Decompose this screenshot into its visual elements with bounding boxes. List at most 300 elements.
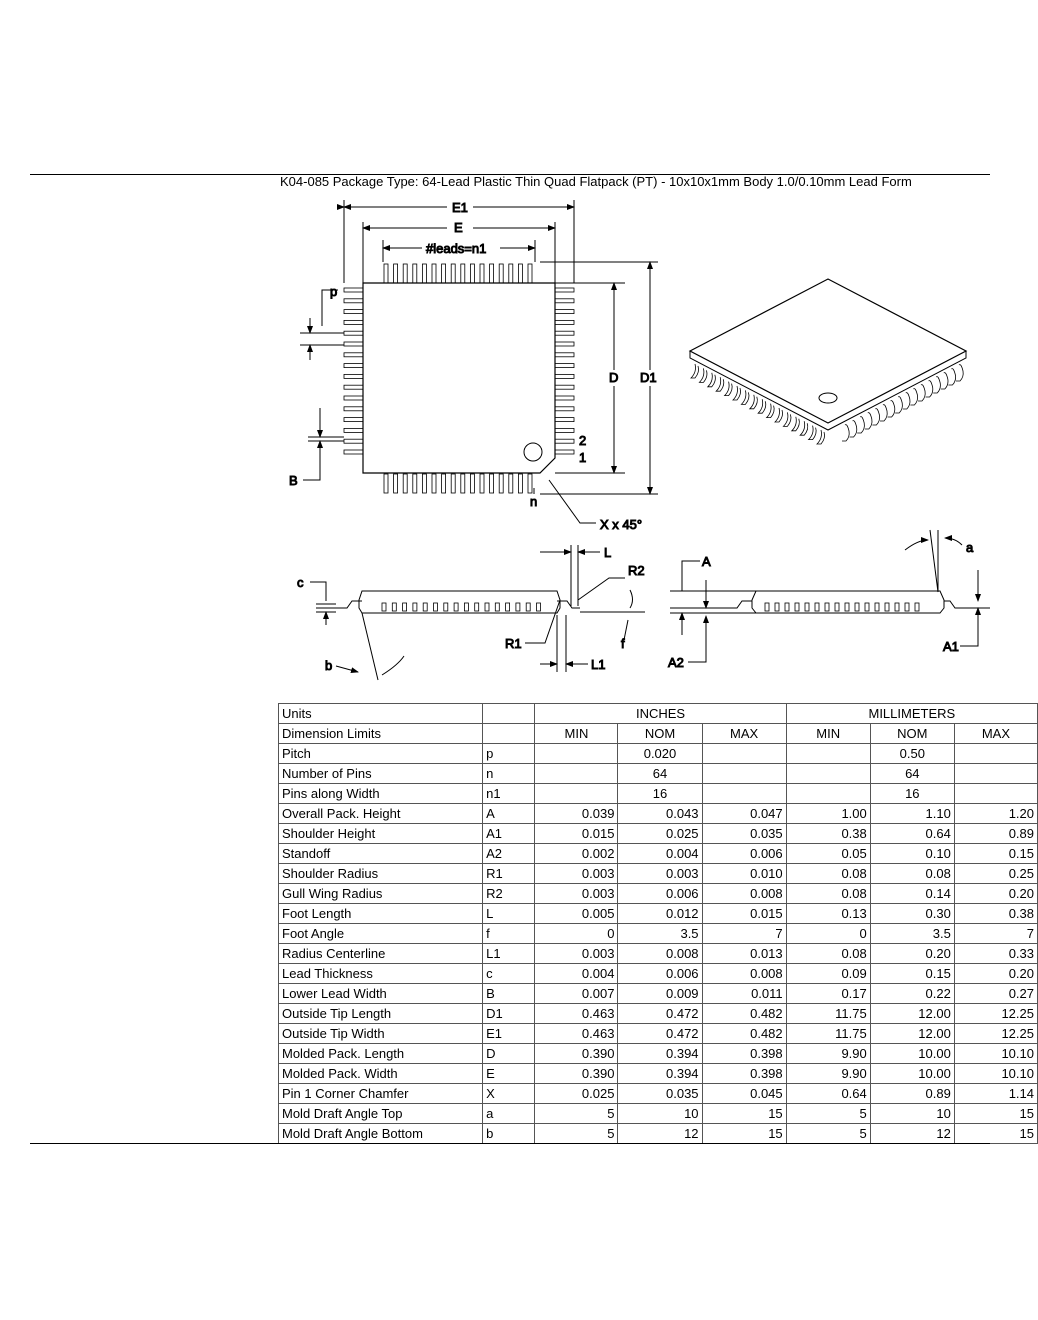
value-mm-max: 10.10 xyxy=(954,1044,1037,1064)
value-mm-nom: 0.64 xyxy=(870,824,954,844)
pin xyxy=(461,264,465,283)
value-in-max: 0.006 xyxy=(702,844,786,864)
value-mm-max: 0.25 xyxy=(954,864,1037,884)
pin xyxy=(506,603,510,611)
value-in-max: 0.035 xyxy=(702,824,786,844)
pin xyxy=(795,603,799,611)
pin xyxy=(875,603,879,611)
label-chamfer: X x 45° xyxy=(600,517,643,532)
pin xyxy=(344,439,363,443)
pin xyxy=(555,407,574,411)
label-two: 2 xyxy=(579,433,587,448)
value-mm-max xyxy=(954,744,1037,764)
dimension-name: Number of Pins xyxy=(279,764,483,784)
value-mm-min: 11.75 xyxy=(786,1004,870,1024)
table-row xyxy=(279,744,1038,764)
pin xyxy=(835,603,839,611)
iso-lead xyxy=(850,421,857,437)
label-leads: #leads=n1 xyxy=(426,241,487,256)
pin xyxy=(344,396,363,400)
pin xyxy=(518,264,522,283)
dimension-symbol: A2 xyxy=(483,844,535,864)
pin xyxy=(785,603,789,611)
iso-lead xyxy=(872,409,879,425)
value-mm-max xyxy=(954,764,1037,784)
value-in-max: 15 xyxy=(702,1124,786,1144)
pin xyxy=(413,264,417,283)
pin xyxy=(461,474,465,493)
table-row xyxy=(279,1084,1038,1104)
pin xyxy=(895,603,899,611)
value-mm-nom: 0.14 xyxy=(870,884,954,904)
label-l1: L1 xyxy=(591,657,606,672)
iso-lead xyxy=(926,381,933,397)
label-l: L xyxy=(604,545,612,560)
dimension-name: Mold Draft Angle Bottom xyxy=(279,1124,483,1144)
value-in-min: 0 xyxy=(535,924,618,944)
pin xyxy=(555,288,574,292)
in-min-header: MIN xyxy=(535,724,618,744)
value-in-min: 0.005 xyxy=(535,904,618,924)
units-label: Units xyxy=(279,704,483,724)
iso-lead xyxy=(842,425,849,441)
iso-lead xyxy=(865,413,872,429)
value-in-min: 0.463 xyxy=(535,1024,618,1044)
value-in-max: 0.010 xyxy=(702,864,786,884)
value-mm-min: 0 xyxy=(786,924,870,944)
pin xyxy=(344,320,363,324)
table-row xyxy=(279,1064,1038,1084)
label-p: p xyxy=(330,284,338,299)
value-in-nom: 0.394 xyxy=(618,1064,702,1084)
pin xyxy=(905,603,909,611)
pin xyxy=(432,474,436,493)
iso-lead xyxy=(880,405,887,421)
pin xyxy=(855,603,859,611)
value-in-max: 0.047 xyxy=(702,804,786,824)
dimension-symbol: R1 xyxy=(483,864,535,884)
pin xyxy=(344,288,363,292)
pin xyxy=(865,603,869,611)
value-in-nom: 0.009 xyxy=(618,984,702,1004)
value-mm-max: 0.15 xyxy=(954,844,1037,864)
pin xyxy=(490,264,494,283)
value-mm-nom: 12.00 xyxy=(870,1004,954,1024)
pin xyxy=(344,364,363,368)
value-in-max: 0.045 xyxy=(702,1084,786,1104)
value-in-nom: 12 xyxy=(618,1124,702,1144)
label-n: n xyxy=(530,494,538,509)
value-in-max: 15 xyxy=(702,1104,786,1124)
table-row xyxy=(279,844,1038,864)
iso-lead xyxy=(775,408,783,422)
pin xyxy=(422,264,426,283)
pin xyxy=(344,310,363,314)
table-row xyxy=(279,1024,1038,1044)
pin xyxy=(528,264,532,283)
dimension-name: Overall Pack. Height xyxy=(279,804,483,824)
pin xyxy=(344,374,363,378)
dimension-name: Lower Lead Width xyxy=(279,984,483,1004)
value-mm-min xyxy=(786,764,870,784)
pins-top xyxy=(384,264,532,283)
dimension-symbol: E xyxy=(483,1064,535,1084)
page-title: K04-085 Package Type: 64-Lead Plastic Thin Quad Flatpack (PT) - 10x10x1mm Body 1.0/0.10mm Lead Form xyxy=(280,174,912,189)
iso-lead xyxy=(716,377,724,391)
label-a-cap: A xyxy=(702,554,711,569)
value-mm-min: 0.38 xyxy=(786,824,870,844)
pin xyxy=(555,385,574,389)
pin xyxy=(480,264,484,283)
table-row xyxy=(279,784,1038,804)
value-mm-min: 0.64 xyxy=(786,1084,870,1104)
value-mm-min: 11.75 xyxy=(786,1024,870,1044)
dimension-name: Pins along Width xyxy=(279,784,483,804)
dimension-symbol: L1 xyxy=(483,944,535,964)
table-row xyxy=(279,884,1038,904)
value-in-max xyxy=(702,744,786,764)
pin xyxy=(422,474,426,493)
pins-right xyxy=(555,288,574,454)
iso-lead xyxy=(910,389,917,405)
pin xyxy=(384,474,388,493)
value-mm-min: 5 xyxy=(786,1124,870,1144)
value-mm-nom: 10 xyxy=(870,1104,954,1124)
value-mm-nom: 0.10 xyxy=(870,844,954,864)
value-in-nom: 0.006 xyxy=(618,884,702,904)
value-mm-min: 9.90 xyxy=(786,1064,870,1084)
pin xyxy=(555,374,574,378)
value-in-max: 0.015 xyxy=(702,904,786,924)
pin xyxy=(392,603,396,611)
table-row xyxy=(279,824,1038,844)
value-mm-min: 0.05 xyxy=(786,844,870,864)
value-mm-min: 0.13 xyxy=(786,904,870,924)
label-e1: E1 xyxy=(452,200,468,215)
dimension-symbol: B xyxy=(483,984,535,1004)
value-in-nom: 64 xyxy=(618,764,702,784)
pin xyxy=(382,603,386,611)
value-in-nom: 0.472 xyxy=(618,1024,702,1044)
pin xyxy=(344,450,363,454)
pin xyxy=(344,428,363,432)
side-view-right xyxy=(670,530,990,662)
pin xyxy=(555,299,574,303)
pin xyxy=(384,264,388,283)
pin xyxy=(815,603,819,611)
dimension-name: Gull Wing Radius xyxy=(279,884,483,904)
pin xyxy=(344,331,363,335)
value-mm-max: 1.20 xyxy=(954,804,1037,824)
label-d: D xyxy=(609,370,619,385)
value-in-min: 0.039 xyxy=(535,804,618,824)
value-mm-min: 9.90 xyxy=(786,1044,870,1064)
dimension-symbol: X xyxy=(483,1084,535,1104)
value-in-max: 0.398 xyxy=(702,1064,786,1084)
pin xyxy=(344,407,363,411)
value-mm-min xyxy=(786,784,870,804)
value-mm-nom: 3.5 xyxy=(870,924,954,944)
iso-lead xyxy=(918,385,925,401)
isometric-view xyxy=(690,279,966,444)
dimension-symbol: D1 xyxy=(483,1004,535,1024)
dimension-symbol: f xyxy=(483,924,535,944)
pin xyxy=(454,603,458,611)
dimension-symbol: A1 xyxy=(483,824,535,844)
table-row xyxy=(279,924,1038,944)
in-nom-header: NOM xyxy=(618,724,702,744)
label-c: c xyxy=(297,575,304,590)
dimension-name: Molded Pack. Width xyxy=(279,1064,483,1084)
label-r1: R1 xyxy=(505,636,522,651)
table-row xyxy=(279,1124,1038,1144)
pin xyxy=(775,603,779,611)
value-in-nom: 0.004 xyxy=(618,844,702,864)
iso-lead xyxy=(699,368,707,382)
pin xyxy=(403,264,407,283)
dimension-symbol: D xyxy=(483,1044,535,1064)
label-one: 1 xyxy=(579,450,587,465)
dimension-symbol: c xyxy=(483,964,535,984)
pin xyxy=(344,385,363,389)
iso-lead xyxy=(948,369,955,385)
pin xyxy=(480,474,484,493)
label-f: f xyxy=(621,636,625,651)
value-in-nom: 0.003 xyxy=(618,864,702,884)
pin xyxy=(555,418,574,422)
value-mm-nom: 0.30 xyxy=(870,904,954,924)
value-in-max: 0.011 xyxy=(702,984,786,1004)
value-mm-min: 0.09 xyxy=(786,964,870,984)
value-in-min: 0.003 xyxy=(535,864,618,884)
dimension-name: Lead Thickness xyxy=(279,964,483,984)
value-in-max: 0.008 xyxy=(702,964,786,984)
dimension-table-container xyxy=(278,703,1034,1144)
iso-lead xyxy=(857,417,864,433)
value-mm-max: 0.20 xyxy=(954,884,1037,904)
dimension-symbol: p xyxy=(483,744,535,764)
pin xyxy=(444,603,448,611)
table-row xyxy=(279,804,1038,824)
iso-lead xyxy=(933,377,940,393)
pin xyxy=(915,603,919,611)
value-mm-max: 10.10 xyxy=(954,1064,1037,1084)
dimension-name: Shoulder Height xyxy=(279,824,483,844)
iso-lead xyxy=(725,382,733,396)
iso-lead xyxy=(758,399,766,413)
pin xyxy=(526,603,530,611)
value-mm-min: 0.08 xyxy=(786,944,870,964)
value-mm-max: 7 xyxy=(954,924,1037,944)
pin xyxy=(470,474,474,493)
dimension-name: Mold Draft Angle Top xyxy=(279,1104,483,1124)
value-in-nom: 10 xyxy=(618,1104,702,1124)
pin xyxy=(434,603,438,611)
value-mm-max: 0.33 xyxy=(954,944,1037,964)
value-in-min: 0.015 xyxy=(535,824,618,844)
value-mm-nom: 0.20 xyxy=(870,944,954,964)
mm-nom-header: NOM xyxy=(870,724,954,744)
pin xyxy=(442,264,446,283)
iso-lead xyxy=(941,373,948,389)
pin xyxy=(403,603,407,611)
pin xyxy=(555,353,574,357)
iso-lead xyxy=(792,417,800,431)
value-mm-max: 12.25 xyxy=(954,1024,1037,1044)
value-mm-max: 0.89 xyxy=(954,824,1037,844)
value-mm-max: 15 xyxy=(954,1124,1037,1144)
value-mm-nom: 0.50 xyxy=(870,744,954,764)
value-mm-max: 1.14 xyxy=(954,1084,1037,1104)
value-in-max xyxy=(702,764,786,784)
pin xyxy=(499,264,503,283)
pin xyxy=(555,450,574,454)
dimension-table xyxy=(278,703,1038,1144)
mm-min-header: MIN xyxy=(786,724,870,744)
pin xyxy=(805,603,809,611)
value-in-nom: 0.472 xyxy=(618,1004,702,1024)
label-b-cap: B xyxy=(289,473,298,488)
pin xyxy=(555,364,574,368)
pins-left xyxy=(344,288,363,454)
pin xyxy=(555,396,574,400)
pin xyxy=(490,474,494,493)
value-in-max: 0.398 xyxy=(702,1044,786,1064)
dimension-name: Pin 1 Corner Chamfer xyxy=(279,1084,483,1104)
value-in-min: 0.007 xyxy=(535,984,618,1004)
iso-lead xyxy=(741,390,749,404)
table-row xyxy=(279,1044,1038,1064)
pin xyxy=(499,474,503,493)
value-in-nom: 0.006 xyxy=(618,964,702,984)
value-in-min: 5 xyxy=(535,1104,618,1124)
value-mm-nom: 1.10 xyxy=(870,804,954,824)
value-in-nom: 16 xyxy=(618,784,702,804)
dimension-name: Molded Pack. Length xyxy=(279,1044,483,1064)
value-mm-max: 15 xyxy=(954,1104,1037,1124)
dimension-symbol: b xyxy=(483,1124,535,1144)
value-in-min: 0.002 xyxy=(535,844,618,864)
table-header-units xyxy=(279,704,1038,724)
pin xyxy=(555,310,574,314)
value-in-nom: 0.035 xyxy=(618,1084,702,1104)
pin xyxy=(451,264,455,283)
iso-lead xyxy=(809,426,817,440)
pin xyxy=(509,264,513,283)
pin xyxy=(555,439,574,443)
iso-lead xyxy=(783,412,791,426)
table-row xyxy=(279,984,1038,1004)
pin xyxy=(344,299,363,303)
table-row xyxy=(279,964,1038,984)
value-mm-min xyxy=(786,744,870,764)
label-a1: A1 xyxy=(943,639,959,654)
value-mm-max: 0.20 xyxy=(954,964,1037,984)
pin xyxy=(516,603,520,611)
iso-lead xyxy=(691,364,699,378)
table-row xyxy=(279,864,1038,884)
pin xyxy=(495,603,499,611)
value-in-min: 0.463 xyxy=(535,1004,618,1024)
value-mm-nom: 0.22 xyxy=(870,984,954,1004)
table-header-limits xyxy=(279,724,1038,744)
mm-max-header: MAX xyxy=(954,724,1037,744)
label-a-small: a xyxy=(966,540,974,555)
pin xyxy=(475,603,479,611)
value-mm-min: 0.08 xyxy=(786,864,870,884)
pin xyxy=(432,264,436,283)
pin xyxy=(555,320,574,324)
pin xyxy=(765,603,769,611)
value-in-min: 0.003 xyxy=(535,884,618,904)
pin xyxy=(403,474,407,493)
label-b-small: b xyxy=(325,658,333,673)
label-e: E xyxy=(454,220,463,235)
iso-lead xyxy=(800,421,808,435)
iso-lead xyxy=(733,386,741,400)
pin xyxy=(528,474,532,493)
value-in-nom: 0.394 xyxy=(618,1044,702,1064)
table-row xyxy=(279,944,1038,964)
value-mm-min: 5 xyxy=(786,1104,870,1124)
dimension-name: Standoff xyxy=(279,844,483,864)
table-row xyxy=(279,1004,1038,1024)
table-row xyxy=(279,764,1038,784)
value-in-min: 5 xyxy=(535,1124,618,1144)
inches-header: INCHES xyxy=(535,704,786,724)
bottom-rule xyxy=(30,1143,990,1144)
in-max-header: MAX xyxy=(702,724,786,744)
dimension-symbol: L xyxy=(483,904,535,924)
table-row xyxy=(279,1104,1038,1124)
dimension-name: Shoulder Radius xyxy=(279,864,483,884)
iso-lead xyxy=(767,404,775,418)
value-in-nom: 3.5 xyxy=(618,924,702,944)
table-row xyxy=(279,904,1038,924)
value-in-max xyxy=(702,784,786,804)
pin xyxy=(555,331,574,335)
millimeters-header: MILLIMETERS xyxy=(786,704,1037,724)
dimension-symbol: n1 xyxy=(483,784,535,804)
dimension-symbol: a xyxy=(483,1104,535,1124)
dimension-name: Radius Centerline xyxy=(279,944,483,964)
value-mm-nom: 0.89 xyxy=(870,1084,954,1104)
value-in-min: 0.390 xyxy=(535,1064,618,1084)
value-in-nom: 0.020 xyxy=(618,744,702,764)
value-mm-max: 0.38 xyxy=(954,904,1037,924)
value-in-max: 0.482 xyxy=(702,1004,786,1024)
dimension-symbol: n xyxy=(483,764,535,784)
value-in-min xyxy=(535,744,618,764)
value-mm-min: 1.00 xyxy=(786,804,870,824)
value-in-max: 0.482 xyxy=(702,1024,786,1044)
label-a2: A2 xyxy=(668,655,684,670)
iso-lead xyxy=(895,397,902,413)
value-mm-nom: 12.00 xyxy=(870,1024,954,1044)
value-mm-min: 0.08 xyxy=(786,884,870,904)
pin xyxy=(394,264,398,283)
value-in-nom: 0.025 xyxy=(618,824,702,844)
pin xyxy=(423,603,427,611)
pin xyxy=(464,603,468,611)
value-mm-nom: 0.08 xyxy=(870,864,954,884)
pin xyxy=(555,342,574,346)
value-mm-nom: 10.00 xyxy=(870,1044,954,1064)
pins-bottom xyxy=(384,474,532,493)
dimension-name: Foot Length xyxy=(279,904,483,924)
value-mm-max: 12.25 xyxy=(954,1004,1037,1024)
value-mm-nom: 12 xyxy=(870,1124,954,1144)
